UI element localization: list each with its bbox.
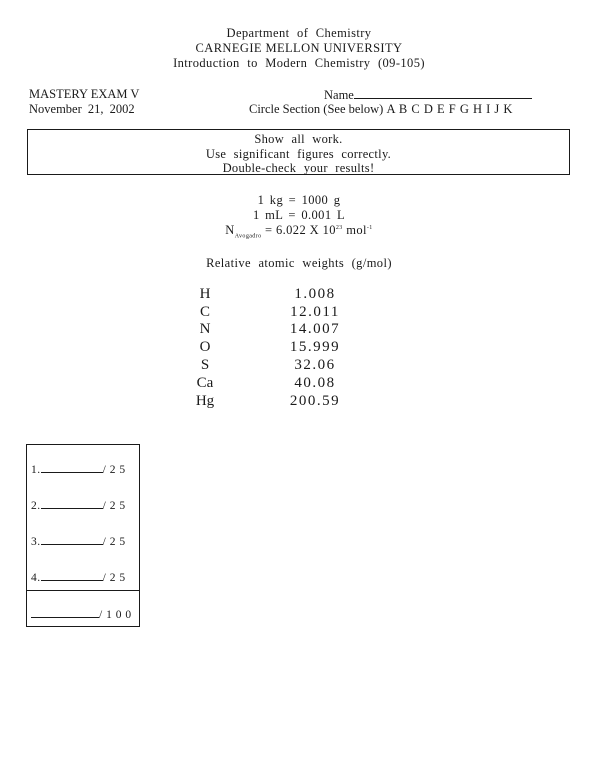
atomic-weights-heading: Relative atomic weights (g/mol): [206, 256, 392, 270]
element-symbol: Ca: [196, 375, 214, 391]
avogadro-subscript: Avogadro: [234, 233, 262, 240]
score-blank[interactable]: [41, 498, 103, 509]
score-total-row: [31, 607, 132, 621]
element-symbol: C: [199, 304, 210, 320]
score-row-3: [31, 534, 126, 548]
exam-date: November 21, 2002: [29, 102, 135, 116]
element-weight: 200.59: [289, 393, 341, 409]
avogadro-constant: [0, 223, 598, 240]
score-row-2: [31, 498, 126, 512]
element-weight: 40.08: [294, 375, 336, 391]
question-number: 4.: [31, 572, 41, 584]
section-label: Circle Section (See below): [249, 102, 384, 116]
question-number: 2.: [31, 500, 41, 512]
section-field: [249, 102, 513, 117]
element-weight: 32.06: [294, 357, 336, 373]
score-divider: [27, 590, 139, 591]
element-symbol: O: [199, 339, 211, 355]
element-weight: 1.008: [294, 286, 336, 302]
score-blank[interactable]: [41, 534, 103, 545]
instruction-sig-figs: Use significant figures correctly.: [205, 147, 392, 161]
score-blank[interactable]: [41, 570, 103, 581]
score-row-4: [31, 570, 126, 584]
total-max: / 1 0 0: [99, 609, 132, 621]
score-blank[interactable]: [41, 462, 103, 473]
element-weight: 12.011: [290, 304, 340, 320]
avogadro-symbol: N: [225, 223, 235, 237]
total-score-blank[interactable]: [31, 607, 99, 618]
score-row-1: [31, 462, 126, 476]
question-max: / 2 5: [102, 464, 126, 476]
score-box: [26, 444, 140, 627]
conversion-ml: 1 mL = 0.001 L: [252, 208, 346, 222]
instruction-double-check: Double-check your results!: [222, 161, 375, 175]
element-symbol: S: [200, 357, 210, 373]
conversion-kg: 1 kg = 1000 g: [257, 193, 341, 207]
section-letters[interactable]: A B C D E F G H I J K: [386, 102, 513, 116]
element-symbol: H: [199, 286, 211, 302]
instructions-box: [27, 129, 570, 175]
element-symbol: Hg: [195, 393, 215, 409]
question-max: / 2 5: [102, 572, 126, 584]
question-max: / 2 5: [102, 536, 126, 548]
instruction-show-work: Show all work.: [254, 132, 343, 146]
department-name: Department of Chemistry: [226, 26, 372, 40]
course-title: Introduction to Modern Chemistry (09-105): [173, 56, 425, 70]
element-weight: 15.999: [289, 339, 341, 355]
avogadro-value: = 6.022 X 10: [261, 223, 336, 237]
university-name: CARNEGIE MELLON UNIVERSITY: [195, 41, 403, 55]
question-number: 1.: [31, 464, 41, 476]
name-blank[interactable]: [354, 87, 532, 99]
exam-title: MASTERY EXAM V: [29, 87, 140, 101]
avogadro-unit-exponent: -1: [366, 224, 373, 231]
name-field[interactable]: [324, 87, 532, 103]
element-symbol: N: [199, 321, 211, 337]
question-number: 3.: [31, 536, 41, 548]
element-weight: 14.007: [289, 321, 341, 337]
avogadro-unit: mol: [342, 223, 367, 237]
avogadro-exponent: 23: [335, 224, 343, 231]
question-max: / 2 5: [102, 500, 126, 512]
name-label: Name: [324, 88, 354, 102]
